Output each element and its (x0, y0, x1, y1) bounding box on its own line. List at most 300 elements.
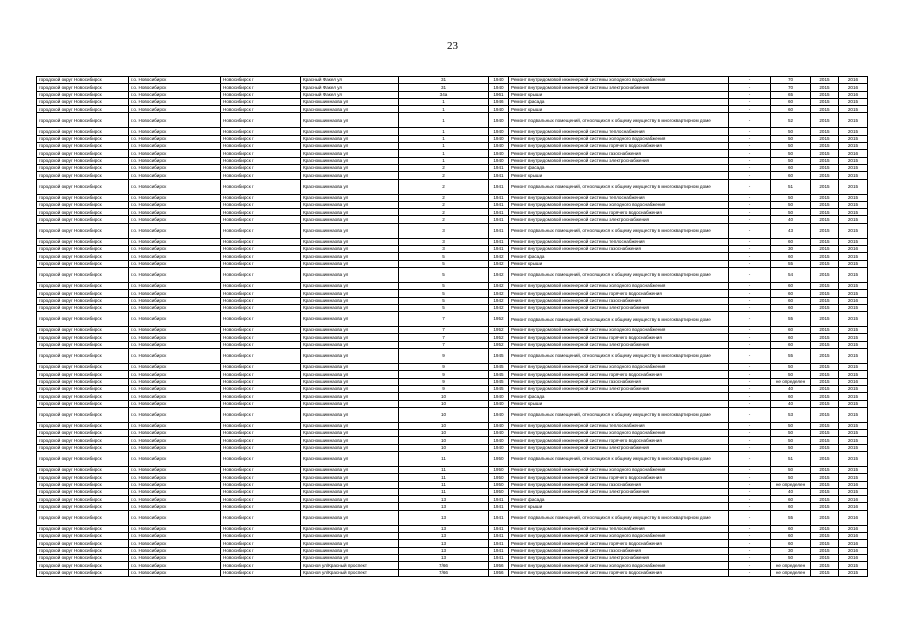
cell-street: Краснокшимнаова ул (301, 194, 399, 201)
cell-municipality: г.о. Новосибирск (129, 474, 221, 481)
table-row (37, 407, 868, 422)
table-row (37, 349, 868, 364)
cell-municipality: г.о. Новосибирск (129, 371, 221, 378)
cell-build-year: 1940 (489, 84, 509, 91)
cell-district: городской округ Новосибирск (37, 503, 129, 510)
cell-build-year: 1940 (489, 128, 509, 135)
cell-city: Новосибирск г (221, 378, 301, 385)
cell-street: Краснокшимнаова ул (301, 297, 399, 304)
cell-build-year: 1940 (489, 422, 509, 429)
cell-district: городской округ Новосибирск (37, 201, 129, 208)
cell-house-number: 13 (399, 547, 489, 554)
cell-municipality: г.о. Новосибирск (129, 84, 221, 91)
cell-plan-year-start: 2015 (811, 385, 839, 392)
cell-plan-year-start: 2015 (811, 150, 839, 157)
cell-street: Краснокшимнаова ул (301, 525, 399, 532)
cell-term-years: 50 (771, 466, 811, 473)
cell-street: Краснокшимнаова ул (301, 547, 399, 554)
cell-municipality: г.о. Новосибирск (129, 106, 221, 113)
cell-municipality: г.о. Новосибирск (129, 157, 221, 164)
cell-term-years: 50 (771, 437, 811, 444)
cell-city: Новосибирск г (221, 260, 301, 267)
cell-street: Краснокшимнаова ул (301, 282, 399, 289)
cell-street: Краснокшимнаова ул (301, 135, 399, 142)
cell-city: Новосибирск г (221, 430, 301, 437)
cell-district: городской округ Новосибирск (37, 194, 129, 201)
cell-plan-year-end: 2016 (839, 84, 868, 91)
table-row (37, 474, 868, 481)
cell-municipality: г.о. Новосибирск (129, 378, 221, 385)
cell-district: городской округ Новосибирск (37, 179, 129, 194)
cell-col-dash: - (729, 77, 771, 84)
table-row (37, 503, 868, 510)
table-row (37, 437, 868, 444)
cell-plan-year-start: 2015 (811, 179, 839, 194)
cell-street: Краснокшимнаова ул (301, 451, 399, 466)
cell-city: Новосибирск г (221, 77, 301, 84)
cell-term-years: 60 (771, 341, 811, 348)
cell-city: Новосибирск г (221, 223, 301, 238)
cell-street: Краснокшимнаова ул (301, 113, 399, 128)
cell-street: Краснокшимнаова ул (301, 209, 399, 216)
cell-street: Краснокшимнаова ул (301, 349, 399, 364)
cell-municipality: г.о. Новосибирск (129, 327, 221, 334)
table-row (37, 209, 868, 216)
cell-municipality: г.о. Новосибирск (129, 290, 221, 297)
cell-house-number: 11 (399, 451, 489, 466)
cell-term-years: 40 (771, 385, 811, 392)
cell-term-years: 60 (771, 106, 811, 113)
cell-work-type: Ремонт внутридомовой инженерной системы горячего водоснабжения (509, 437, 729, 444)
cell-house-number: 10 (399, 400, 489, 407)
cell-street: Краснокшимнаова ул (301, 430, 399, 437)
cell-municipality: г.о. Новосибирск (129, 407, 221, 422)
cell-district: городской округ Новосибирск (37, 371, 129, 378)
cell-street: Краснокшимнаова ул (301, 364, 399, 371)
cell-house-number: 3 (399, 238, 489, 245)
cell-col-dash: - (729, 157, 771, 164)
cell-district: городской округ Новосибирск (37, 364, 129, 371)
cell-street: Краснокшимнаова ул (301, 201, 399, 208)
cell-plan-year-end: 2015 (839, 128, 868, 135)
cell-plan-year-end: 2015 (839, 312, 868, 327)
cell-street: Краснокшимнаова ул (301, 481, 399, 488)
cell-plan-year-end: 2015 (839, 98, 868, 105)
table-row (37, 540, 868, 547)
cell-street: Красный Факел ул (301, 77, 399, 84)
cell-city: Новосибирск г (221, 393, 301, 400)
cell-house-number: 1 (399, 98, 489, 105)
cell-municipality: г.о. Новосибирск (129, 510, 221, 525)
cell-work-type: Ремонт внутридомовой инженерной системы теплоснабжения (509, 128, 729, 135)
cell-city: Новосибирск г (221, 547, 301, 554)
cell-build-year: 1941 (489, 209, 509, 216)
cell-col-dash: - (729, 172, 771, 179)
cell-district: городской округ Новосибирск (37, 451, 129, 466)
cell-plan-year-start: 2015 (811, 488, 839, 495)
cell-work-type: Ремонт внутридомовой инженерной системы горячего водоснабжения (509, 143, 729, 150)
cell-house-number: 13 (399, 554, 489, 561)
cell-house-number: 7 (399, 312, 489, 327)
cell-plan-year-end: 2015 (839, 157, 868, 164)
cell-street: Краснокшимнаова ул (301, 98, 399, 105)
cell-house-number: 2 (399, 201, 489, 208)
cell-plan-year-start: 2015 (811, 246, 839, 253)
cell-work-type: Ремонт внутридомовой инженерной системы газоснабжения (509, 547, 729, 554)
cell-work-type: Ремонт внутридомовой инженерной системы горячего водоснабжения (509, 290, 729, 297)
cell-house-number: 5 (399, 267, 489, 282)
cell-plan-year-end: 2016 (839, 533, 868, 540)
cell-term-years: 40 (771, 488, 811, 495)
table-row (37, 267, 868, 282)
cell-plan-year-end: 2016 (839, 554, 868, 561)
table-row (37, 533, 868, 540)
cell-municipality: г.о. Новосибирск (129, 150, 221, 157)
cell-plan-year-end: 2015 (839, 304, 868, 311)
table-row (37, 297, 868, 304)
cell-col-dash: - (729, 562, 771, 569)
cell-municipality: г.о. Новосибирск (129, 393, 221, 400)
table-row (37, 562, 868, 569)
cell-term-years: 40 (771, 400, 811, 407)
cell-house-number: 13 (399, 510, 489, 525)
cell-plan-year-start: 2015 (811, 364, 839, 371)
cell-term-years: 51 (771, 179, 811, 194)
cell-col-dash: - (729, 128, 771, 135)
cell-term-years: 65 (771, 91, 811, 98)
cell-city: Новосибирск г (221, 341, 301, 348)
cell-city: Новосибирск г (221, 312, 301, 327)
table-row (37, 327, 868, 334)
cell-street: Краснокшимнаова ул (301, 267, 399, 282)
cell-municipality: г.о. Новосибирск (129, 164, 221, 171)
cell-city: Новосибирск г (221, 216, 301, 223)
cell-col-dash: - (729, 143, 771, 150)
cell-term-years: 50 (771, 430, 811, 437)
cell-house-number: 7 (399, 341, 489, 348)
cell-plan-year-end: 2015 (839, 562, 868, 569)
cell-municipality: г.о. Новосибирск (129, 267, 221, 282)
cell-build-year: 1941 (489, 496, 509, 503)
table-row (37, 157, 868, 164)
cell-house-number: 1 (399, 150, 489, 157)
cell-district: городской округ Новосибирск (37, 525, 129, 532)
cell-work-type: Ремонт внутридомовой инженерной системы холодного водоснабжения (509, 364, 729, 371)
cell-street: Красный Факел ул (301, 84, 399, 91)
cell-plan-year-start: 2015 (811, 267, 839, 282)
cell-build-year: 1940 (489, 400, 509, 407)
cell-city: Новосибирск г (221, 246, 301, 253)
cell-street: Краснокшимнаова ул (301, 488, 399, 495)
cell-work-type: Ремонт фасада (509, 98, 729, 105)
cell-plan-year-end: 2015 (839, 385, 868, 392)
cell-municipality: г.о. Новосибирск (129, 172, 221, 179)
cell-term-years: 30 (771, 547, 811, 554)
table-row (37, 91, 868, 98)
cell-house-number: 1 (399, 157, 489, 164)
cell-build-year: 1952 (489, 334, 509, 341)
table-row (37, 304, 868, 311)
cell-term-years: 60 (771, 172, 811, 179)
cell-street: Краснокшимнаова ул (301, 378, 399, 385)
cell-work-type: Ремонт внутридомовой инженерной системы теплоснабжения (509, 194, 729, 201)
table-row (37, 547, 868, 554)
cell-term-years: не определен (771, 562, 811, 569)
cell-col-dash: - (729, 84, 771, 91)
cell-municipality: г.о. Новосибирск (129, 128, 221, 135)
cell-plan-year-end: 2015 (839, 364, 868, 371)
cell-municipality: г.о. Новосибирск (129, 91, 221, 98)
cell-district: городской округ Новосибирск (37, 349, 129, 364)
cell-work-type: Ремонт внутридомовой инженерной системы холодного водоснабжения (509, 562, 729, 569)
cell-municipality: г.о. Новосибирск (129, 562, 221, 569)
cell-col-dash: - (729, 393, 771, 400)
cell-district: городской округ Новосибирск (37, 282, 129, 289)
cell-col-dash: - (729, 474, 771, 481)
cell-build-year: 1940 (489, 150, 509, 157)
cell-plan-year-end: 2015 (839, 106, 868, 113)
cell-street: Краснокшимнаова ул (301, 422, 399, 429)
cell-term-years: 30 (771, 246, 811, 253)
cell-city: Новосибирск г (221, 157, 301, 164)
table-row (37, 496, 868, 503)
cell-plan-year-end: 2015 (839, 444, 868, 451)
cell-city: Новосибирск г (221, 164, 301, 171)
cell-city: Новосибирск г (221, 488, 301, 495)
cell-col-dash: - (729, 400, 771, 407)
cell-plan-year-end: 2015 (839, 172, 868, 179)
cell-work-type: Ремонт внутридомовой инженерной системы холодного водоснабжения (509, 201, 729, 208)
cell-street: Краснокшимнаова ул (301, 393, 399, 400)
cell-term-years: 50 (771, 201, 811, 208)
cell-city: Новосибирск г (221, 496, 301, 503)
cell-street: Краснокшимнаова ул (301, 179, 399, 194)
cell-build-year: 1950 (489, 451, 509, 466)
cell-plan-year-end: 2015 (839, 466, 868, 473)
cell-street: Краснокшимнаова ул (301, 246, 399, 253)
cell-district: городской округ Новосибирск (37, 128, 129, 135)
cell-city: Новосибирск г (221, 510, 301, 525)
cell-build-year: 1940 (489, 77, 509, 84)
cell-build-year: 1941 (489, 533, 509, 540)
cell-work-type: Ремонт внутридомовой инженерной системы холодного водоснабжения (509, 430, 729, 437)
cell-district: городской округ Новосибирск (37, 267, 129, 282)
cell-district: городской округ Новосибирск (37, 488, 129, 495)
cell-city: Новосибирск г (221, 371, 301, 378)
cell-plan-year-end: 2015 (839, 209, 868, 216)
cell-col-dash: - (729, 209, 771, 216)
cell-house-number: 2 (399, 216, 489, 223)
cell-municipality: г.о. Новосибирск (129, 216, 221, 223)
cell-municipality: г.о. Новосибирск (129, 209, 221, 216)
cell-house-number: 2 (399, 164, 489, 171)
cell-house-number: 5 (399, 290, 489, 297)
cell-district: городской округ Новосибирск (37, 98, 129, 105)
cell-city: Новосибирск г (221, 451, 301, 466)
cell-build-year: 1950 (489, 474, 509, 481)
cell-house-number: 1 (399, 143, 489, 150)
cell-district: городской округ Новосибирск (37, 569, 129, 576)
cell-col-dash: - (729, 437, 771, 444)
table-row (37, 400, 868, 407)
cell-house-number: 7 (399, 334, 489, 341)
cell-col-dash: - (729, 533, 771, 540)
table-row (37, 84, 868, 91)
cell-build-year: 1956 (489, 569, 509, 576)
table-row (37, 385, 868, 392)
cell-build-year: 1941 (489, 194, 509, 201)
table-row (37, 444, 868, 451)
cell-build-year: 1941 (489, 238, 509, 245)
cell-house-number: 7/66 (399, 562, 489, 569)
cell-col-dash: - (729, 378, 771, 385)
cell-build-year: 1945 (489, 364, 509, 371)
table-row (37, 290, 868, 297)
cell-plan-year-start: 2015 (811, 562, 839, 569)
cell-plan-year-start: 2015 (811, 569, 839, 576)
cell-street: Краснокшимнаова ул (301, 253, 399, 260)
cell-work-type: Ремонт внутридомовой инженерной системы холодного водоснабжения (509, 77, 729, 84)
cell-house-number: 10 (399, 444, 489, 451)
cell-house-number: 9 (399, 371, 489, 378)
table-row (37, 128, 868, 135)
cell-house-number: 2 (399, 209, 489, 216)
cell-district: городской округ Новосибирск (37, 150, 129, 157)
cell-term-years: 52 (771, 113, 811, 128)
cell-municipality: г.о. Новосибирск (129, 466, 221, 473)
cell-work-type: Ремонт внутридомовой инженерной системы газоснабжения (509, 297, 729, 304)
cell-municipality: г.о. Новосибирск (129, 194, 221, 201)
cell-plan-year-start: 2015 (811, 113, 839, 128)
cell-work-type: Ремонт внутридомовой инженерной системы горячего водоснабжения (509, 540, 729, 547)
cell-work-type: Ремонт подвальных помещений, относящихся к общему имуществу в многоквартирном доме (509, 510, 729, 525)
repair-schedule-table (36, 76, 868, 577)
cell-plan-year-end: 2015 (839, 201, 868, 208)
cell-plan-year-start: 2015 (811, 510, 839, 525)
cell-work-type: Ремонт подвальных помещений, относящихся к общему имуществу в многоквартирном доме (509, 113, 729, 128)
cell-col-dash: - (729, 179, 771, 194)
cell-work-type: Ремонт внутридомовой инженерной системы газоснабжения (509, 150, 729, 157)
cell-col-dash: - (729, 91, 771, 98)
cell-build-year: 1950 (489, 481, 509, 488)
cell-plan-year-start: 2015 (811, 128, 839, 135)
cell-term-years: не определен (771, 569, 811, 576)
cell-term-years: 60 (771, 98, 811, 105)
cell-city: Новосибирск г (221, 400, 301, 407)
table-row (37, 179, 868, 194)
cell-house-number: 10 (399, 393, 489, 400)
cell-term-years: 50 (771, 209, 811, 216)
cell-work-type: Ремонт крыши (509, 91, 729, 98)
cell-municipality: г.о. Новосибирск (129, 282, 221, 289)
table-row (37, 172, 868, 179)
cell-house-number: 11 (399, 474, 489, 481)
cell-city: Новосибирск г (221, 569, 301, 576)
cell-plan-year-start: 2015 (811, 525, 839, 532)
cell-house-number: 10 (399, 430, 489, 437)
cell-municipality: г.о. Новосибирск (129, 304, 221, 311)
cell-municipality: г.о. Новосибирск (129, 503, 221, 510)
cell-city: Новосибирск г (221, 84, 301, 91)
cell-plan-year-start: 2015 (811, 290, 839, 297)
cell-house-number: 13 (399, 503, 489, 510)
cell-col-dash: - (729, 113, 771, 128)
cell-district: городской округ Новосибирск (37, 341, 129, 348)
cell-house-number: 13 (399, 525, 489, 532)
cell-district: городской округ Новосибирск (37, 466, 129, 473)
cell-house-number: 7/66 (399, 569, 489, 576)
table-row (37, 378, 868, 385)
cell-term-years: 70 (771, 77, 811, 84)
cell-house-number: 5 (399, 260, 489, 267)
cell-district: городской округ Новосибирск (37, 430, 129, 437)
cell-plan-year-start: 2015 (811, 334, 839, 341)
cell-plan-year-start: 2015 (811, 430, 839, 437)
cell-city: Новосибирск г (221, 437, 301, 444)
cell-build-year: 1950 (489, 488, 509, 495)
cell-district: городской округ Новосибирск (37, 77, 129, 84)
cell-plan-year-start: 2015 (811, 157, 839, 164)
table-row (37, 525, 868, 532)
cell-municipality: г.о. Новосибирск (129, 525, 221, 532)
cell-plan-year-end: 2015 (839, 223, 868, 238)
cell-plan-year-start: 2015 (811, 209, 839, 216)
cell-col-dash: - (729, 488, 771, 495)
cell-house-number: 9 (399, 364, 489, 371)
cell-city: Новосибирск г (221, 135, 301, 142)
cell-col-dash: - (729, 267, 771, 282)
cell-plan-year-end: 2015 (839, 216, 868, 223)
cell-plan-year-end: 2016 (839, 246, 868, 253)
cell-build-year: 1941 (489, 510, 509, 525)
cell-municipality: г.о. Новосибирск (129, 201, 221, 208)
cell-work-type: Ремонт крыши (509, 106, 729, 113)
cell-house-number: 13 (399, 540, 489, 547)
cell-street: Красный Факел ул (301, 91, 399, 98)
cell-district: городской округ Новосибирск (37, 474, 129, 481)
cell-col-dash: - (729, 290, 771, 297)
cell-district: городской округ Новосибирск (37, 422, 129, 429)
cell-plan-year-end: 2015 (839, 238, 868, 245)
cell-term-years: 70 (771, 84, 811, 91)
cell-municipality: г.о. Новосибирск (129, 349, 221, 364)
cell-city: Новосибирск г (221, 327, 301, 334)
cell-work-type: Ремонт крыши (509, 503, 729, 510)
cell-house-number: 1 (399, 135, 489, 142)
cell-plan-year-start: 2015 (811, 496, 839, 503)
cell-municipality: г.о. Новосибирск (129, 540, 221, 547)
cell-plan-year-start: 2015 (811, 106, 839, 113)
cell-term-years: 50 (771, 150, 811, 157)
cell-term-years: 50 (771, 554, 811, 561)
cell-city: Новосибирск г (221, 238, 301, 245)
cell-col-dash: - (729, 407, 771, 422)
cell-col-dash: - (729, 304, 771, 311)
cell-street: Краснокшимнаова ул (301, 143, 399, 150)
cell-plan-year-end: 2015 (839, 400, 868, 407)
cell-city: Новосибирск г (221, 150, 301, 157)
cell-col-dash: - (729, 135, 771, 142)
cell-term-years: 50 (771, 157, 811, 164)
cell-term-years: 50 (771, 474, 811, 481)
cell-city: Новосибирск г (221, 179, 301, 194)
cell-city: Новосибирск г (221, 209, 301, 216)
cell-municipality: г.о. Новосибирск (129, 451, 221, 466)
cell-build-year: 1940 (489, 157, 509, 164)
cell-district: городской округ Новосибирск (37, 378, 129, 385)
cell-work-type: Ремонт внутридомовой инженерной системы электроснабжения (509, 341, 729, 348)
cell-plan-year-end: 2015 (839, 569, 868, 576)
